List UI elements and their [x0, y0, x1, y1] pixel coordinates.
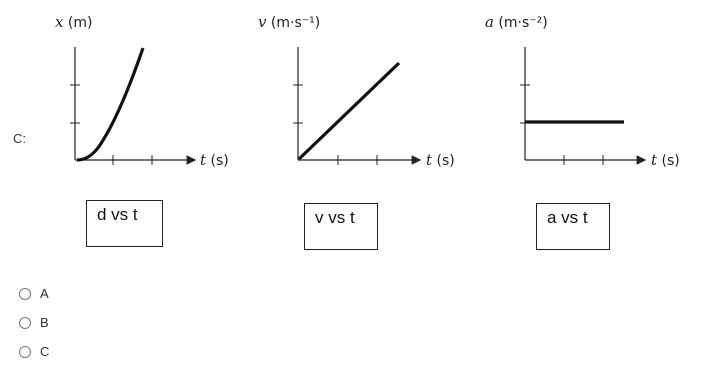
graph2-caption-box: [304, 203, 378, 250]
choice-a-radio[interactable]: [19, 286, 49, 301]
graph1-caption-box: [86, 200, 163, 247]
graph2-caption: v vs t: [315, 208, 355, 227]
graph-position-time: [55, 13, 229, 169]
graph1-caption: d vs t: [97, 205, 138, 224]
graph1-y-label: x (m): [55, 13, 93, 31]
radio-circle[interactable]: [19, 288, 31, 300]
choice-b-radio[interactable]: [19, 315, 49, 330]
graph1-curve: [77, 48, 143, 160]
choice-a-label: A: [40, 286, 49, 301]
graph-acceleration-time: [485, 13, 680, 169]
graph2-y-label: v (m·s⁻¹): [258, 13, 321, 31]
graph3-t-label: t (s): [651, 151, 680, 169]
choice-c-radio[interactable]: [19, 344, 49, 359]
graph3-caption: a vs t: [547, 208, 588, 227]
option-prefix-label: C:: [13, 131, 26, 146]
choice-b-label: B: [40, 315, 49, 330]
graph1-t-label: t (s): [200, 151, 229, 169]
graph-velocity-time: [258, 13, 455, 169]
graph3-caption-box: [536, 203, 610, 250]
radio-circle[interactable]: [19, 317, 31, 329]
graph2-t-label: t (s): [426, 151, 455, 169]
graph3-y-label: a (m·s⁻²): [485, 13, 548, 31]
radio-circle[interactable]: [19, 346, 31, 358]
graph2-line: [299, 63, 399, 159]
choice-c-label: C: [40, 344, 50, 359]
